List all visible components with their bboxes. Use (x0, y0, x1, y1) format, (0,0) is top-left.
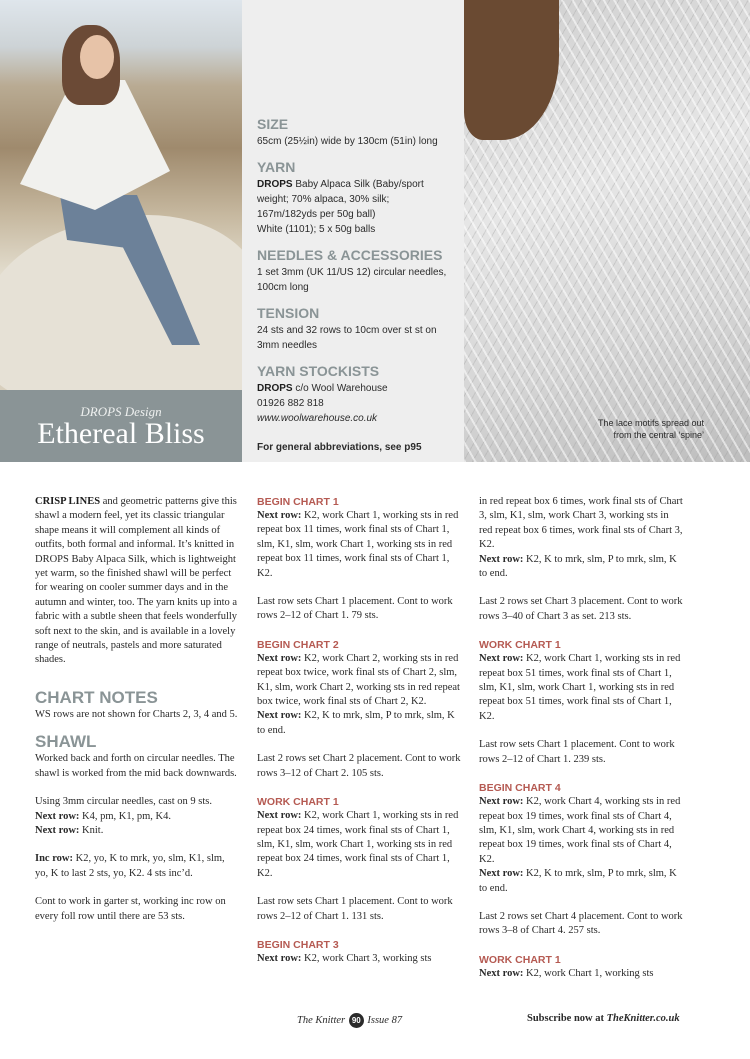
begin-chart-4-heading: BEGIN CHART 4 (479, 782, 561, 795)
work-chart-1c-heading: WORK CHART 1 (479, 953, 561, 966)
shawl-p5-text: K2, yo, K to mrk, yo, slm, K1, slm, yo, K to last 2 sts, yo, K2. 4 sts inc’d. (35, 853, 225, 879)
footer-subscribe (527, 1013, 680, 1024)
abbreviations-note: For general abbreviations, see p95 (257, 442, 422, 453)
stockists-text (257, 381, 452, 396)
stockists-phone: 01926 882 818 (257, 398, 324, 409)
chart-4-instruction-a (479, 795, 684, 867)
hair-shape (464, 0, 559, 140)
needles-section (257, 247, 452, 295)
chart-2-instruction-a (257, 652, 462, 710)
yarn-text (257, 177, 452, 222)
needles-heading: NEEDLES & ACCESSORIES (257, 247, 443, 263)
chart-notes-text: WS rows are not shown for Charts 2, 3, 4 and 5. (35, 708, 238, 720)
issue-number: Issue 87 (367, 1014, 403, 1026)
chart-3-text: K2, work Chart 3, working sts (301, 952, 432, 964)
yarn-brand: DROPS (257, 179, 293, 190)
begin-chart-3-heading: BEGIN CHART 3 (257, 938, 339, 951)
shawl-p3 (35, 810, 240, 824)
work-chart-1-note: Last row sets Chart 1 placement. Cont to work rows 2–12 of Chart 1. 131 sts. (257, 896, 453, 922)
chart-2-text-a: K2, work Chart 2, working sts in red repeat box twice, work final sts of Chart 2, slm, K1, slm, work Chart 2, working sts in red repeat box twice, work final sts of Chart 2, K2. (257, 652, 460, 708)
next-row-label: Next row: (35, 810, 80, 822)
next-row-label: Next row: (35, 824, 80, 836)
design-kicker: DROPS Design (80, 404, 162, 419)
subscribe-link[interactable]: TheKnitter.co.uk (606, 1013, 680, 1024)
work-chart-1b-instruction (479, 652, 684, 724)
size-text: 65cm (25½in) wide by 130cm (51in) long (257, 136, 438, 147)
column-1 (35, 495, 240, 924)
stockists-web-text: www.woolwarehouse.co.uk (257, 413, 378, 424)
begin-chart-1-heading: BEGIN CHART 1 (257, 496, 339, 508)
work-chart-1b-note: Last row sets Chart 1 placement. Cont to work rows 2–12 of Chart 1. 239 sts. (479, 739, 675, 765)
title-box (0, 390, 242, 462)
shawl-p4 (35, 824, 240, 838)
next-row-label: Next row: (479, 796, 524, 808)
stockists-desc: c/o Wool Warehouse (292, 383, 388, 394)
work-chart-1b-heading: WORK CHART 1 (479, 639, 561, 652)
chart-4-text-b: K2, K to mrk, slm, P to mrk, slm, K to end. (479, 868, 677, 894)
magazine-name: The Knitter (297, 1014, 346, 1026)
shawl-p3-text: K4, pm, K1, pm, K4. (79, 810, 172, 822)
shawl-p5 (35, 852, 240, 881)
lace-detail-photo (464, 0, 750, 462)
work-chart-1c-text: K2, work Chart 1, working sts (523, 967, 654, 979)
chart-2-note: Last 2 rows set Chart 2 placement. Cont to work rows 3–12 of Chart 2. 105 sts. (257, 753, 461, 779)
face-shape (80, 35, 114, 79)
tension-heading: TENSION (257, 305, 320, 321)
chart-notes-heading: CHART NOTES (35, 687, 158, 707)
column-2 (257, 495, 462, 966)
begin-chart-2-heading: BEGIN CHART 2 (257, 638, 339, 651)
next-row-label: Next row: (479, 967, 524, 979)
chart-2-text-b: K2, K to mrk, slm, P to mrk, slm, K to end. (257, 710, 455, 736)
footer-magazine (297, 1013, 402, 1028)
stockists-brand: DROPS (257, 383, 293, 394)
next-row-label: Next row: (257, 652, 302, 664)
page-title: Ethereal Bliss (37, 417, 205, 450)
stockists-heading: YARN STOCKISTS (257, 363, 380, 379)
next-row-label: Next row: (257, 710, 302, 722)
chart-3-note: Last 2 rows set Chart 3 placement. Cont to work rows 3–40 of Chart 3 as set. 213 sts. (479, 596, 683, 622)
intro-text: and geometric patterns give this shawl a modern feel, yet its classic triangular shape means it will complement all kinds of outfits, both formal and informal. It’s knitted in DROPS Baby Alpaca Silk, which is lightweight yet warm, so the finished shawl will be perfect for wearing on cooler summer days and in the autumn and winter, too. The yarn knits up into a fabric with a subtle sheen that feels wonderfully soft next to the skin, and is available in a lovely range of neutrals, pastels and more saturated shades. (35, 496, 238, 666)
page-footer (0, 1013, 750, 1033)
subscribe-text: Subscribe now at (527, 1013, 607, 1024)
photo-caption: The lace motifs spread out from the central ‘spine’ (597, 418, 704, 440)
chart-3-text-b: K2, K to mrk, slm, P to mrk, slm, K to end. (479, 553, 677, 580)
chart-1-note: Last row sets Chart 1 placement. Cont to work rows 2–12 of Chart 1. 79 sts. (257, 596, 453, 622)
next-row-label: Next row: (257, 952, 302, 964)
intro-lead: CRISP LINES (35, 496, 101, 507)
specs-panel (242, 0, 464, 462)
work-chart-1c-instruction (479, 967, 684, 981)
intro-paragraph (35, 495, 240, 668)
next-row-label: Next row: (257, 510, 302, 521)
page-number-badge: 90 (349, 1013, 364, 1028)
shawl-p4-text: Knit. (79, 824, 104, 836)
yarn-heading: YARN (257, 159, 296, 175)
shawl-p6: Cont to work in garter st, working inc row on every foll row until there are 53 sts. (35, 896, 226, 922)
next-row-label: Next row: (479, 553, 524, 565)
needles-text: 1 set 3mm (UK 11/US 12) circular needles, 100cm long (257, 267, 447, 293)
shawl-p2: Using 3mm circular needles, cast on 9 sts. (35, 796, 213, 808)
yarn-desc: Baby Alpaca Silk (Baby/sport weight; 70% alpaca, 30% silk; 167m/182yds per 50g ball) (257, 179, 424, 220)
tension-section (257, 305, 452, 353)
work-chart-1b-text: K2, work Chart 1, working sts in red repeat box 51 times, work final sts of Chart 1, slm, K1, slm, work Chart 1, working sts in red repeat box 51 times, work final sts of Chart 1, K2. (479, 653, 681, 722)
chart-4-note: Last 2 rows set Chart 4 placement. Cont to work rows 3–8 of Chart 4. 257 sts. (479, 910, 683, 937)
work-chart-1-instruction (257, 809, 462, 881)
stockists-web (257, 411, 452, 426)
inc-row-label: Inc row: (35, 853, 74, 865)
yarn-colour: White (1101); 5 x 50g balls (257, 224, 376, 235)
tension-text: 24 sts and 32 rows to 10cm over st st on 3mm needles (257, 325, 437, 351)
next-row-label: Next row: (479, 653, 524, 665)
chart-4-text-a: K2, work Chart 4, working sts in red repeat box 19 times, work final sts of Chart 4, slm, K1, slm, work Chart 4, working sts in red repeat box 19 times, work final sts of Chart 4, K2. (479, 796, 681, 865)
chart-4-instruction-b (479, 867, 684, 896)
shawl-p1: Worked back and forth on circular needles. The shawl is worked from the mid back downwards. (35, 753, 237, 779)
chart-2-instruction-b (257, 709, 462, 738)
chart-1-instruction (257, 509, 462, 581)
shawl-heading: SHAWL (35, 732, 97, 752)
column-3 (479, 495, 684, 981)
chart-1-text: K2, work Chart 1, working sts in red repeat box 11 times, work final sts of Chart 1, slm, K1, slm, work Chart 1, working sts in red repeat box 11 times, work final sts of Chart 1, K2. (257, 510, 459, 579)
chart-3-instruction-b (479, 553, 684, 582)
next-row-label: Next row: (479, 868, 524, 880)
size-section (257, 116, 452, 149)
work-chart-1-text: K2, work Chart 1, working sts in red repeat box 24 times, work final sts of Chart 1, slm, K1, slm, work Chart 1, working sts in red repeat box 24 times, work final sts of Chart 1, K2. (257, 810, 459, 879)
size-heading: SIZE (257, 116, 289, 132)
next-row-label: Next row: (257, 810, 302, 822)
stockists-section (257, 363, 452, 426)
chart-3-instruction (257, 952, 462, 966)
chart-3-continued: in red repeat box 6 times, work final sts of Chart 3, slm, K1, slm, work Chart 3, working sts in red repeat box 6 times, work final sts of Chart 3, K2. (479, 496, 683, 551)
work-chart-1-heading: WORK CHART 1 (257, 796, 339, 809)
hero-photo (0, 0, 242, 390)
yarn-section (257, 159, 452, 237)
